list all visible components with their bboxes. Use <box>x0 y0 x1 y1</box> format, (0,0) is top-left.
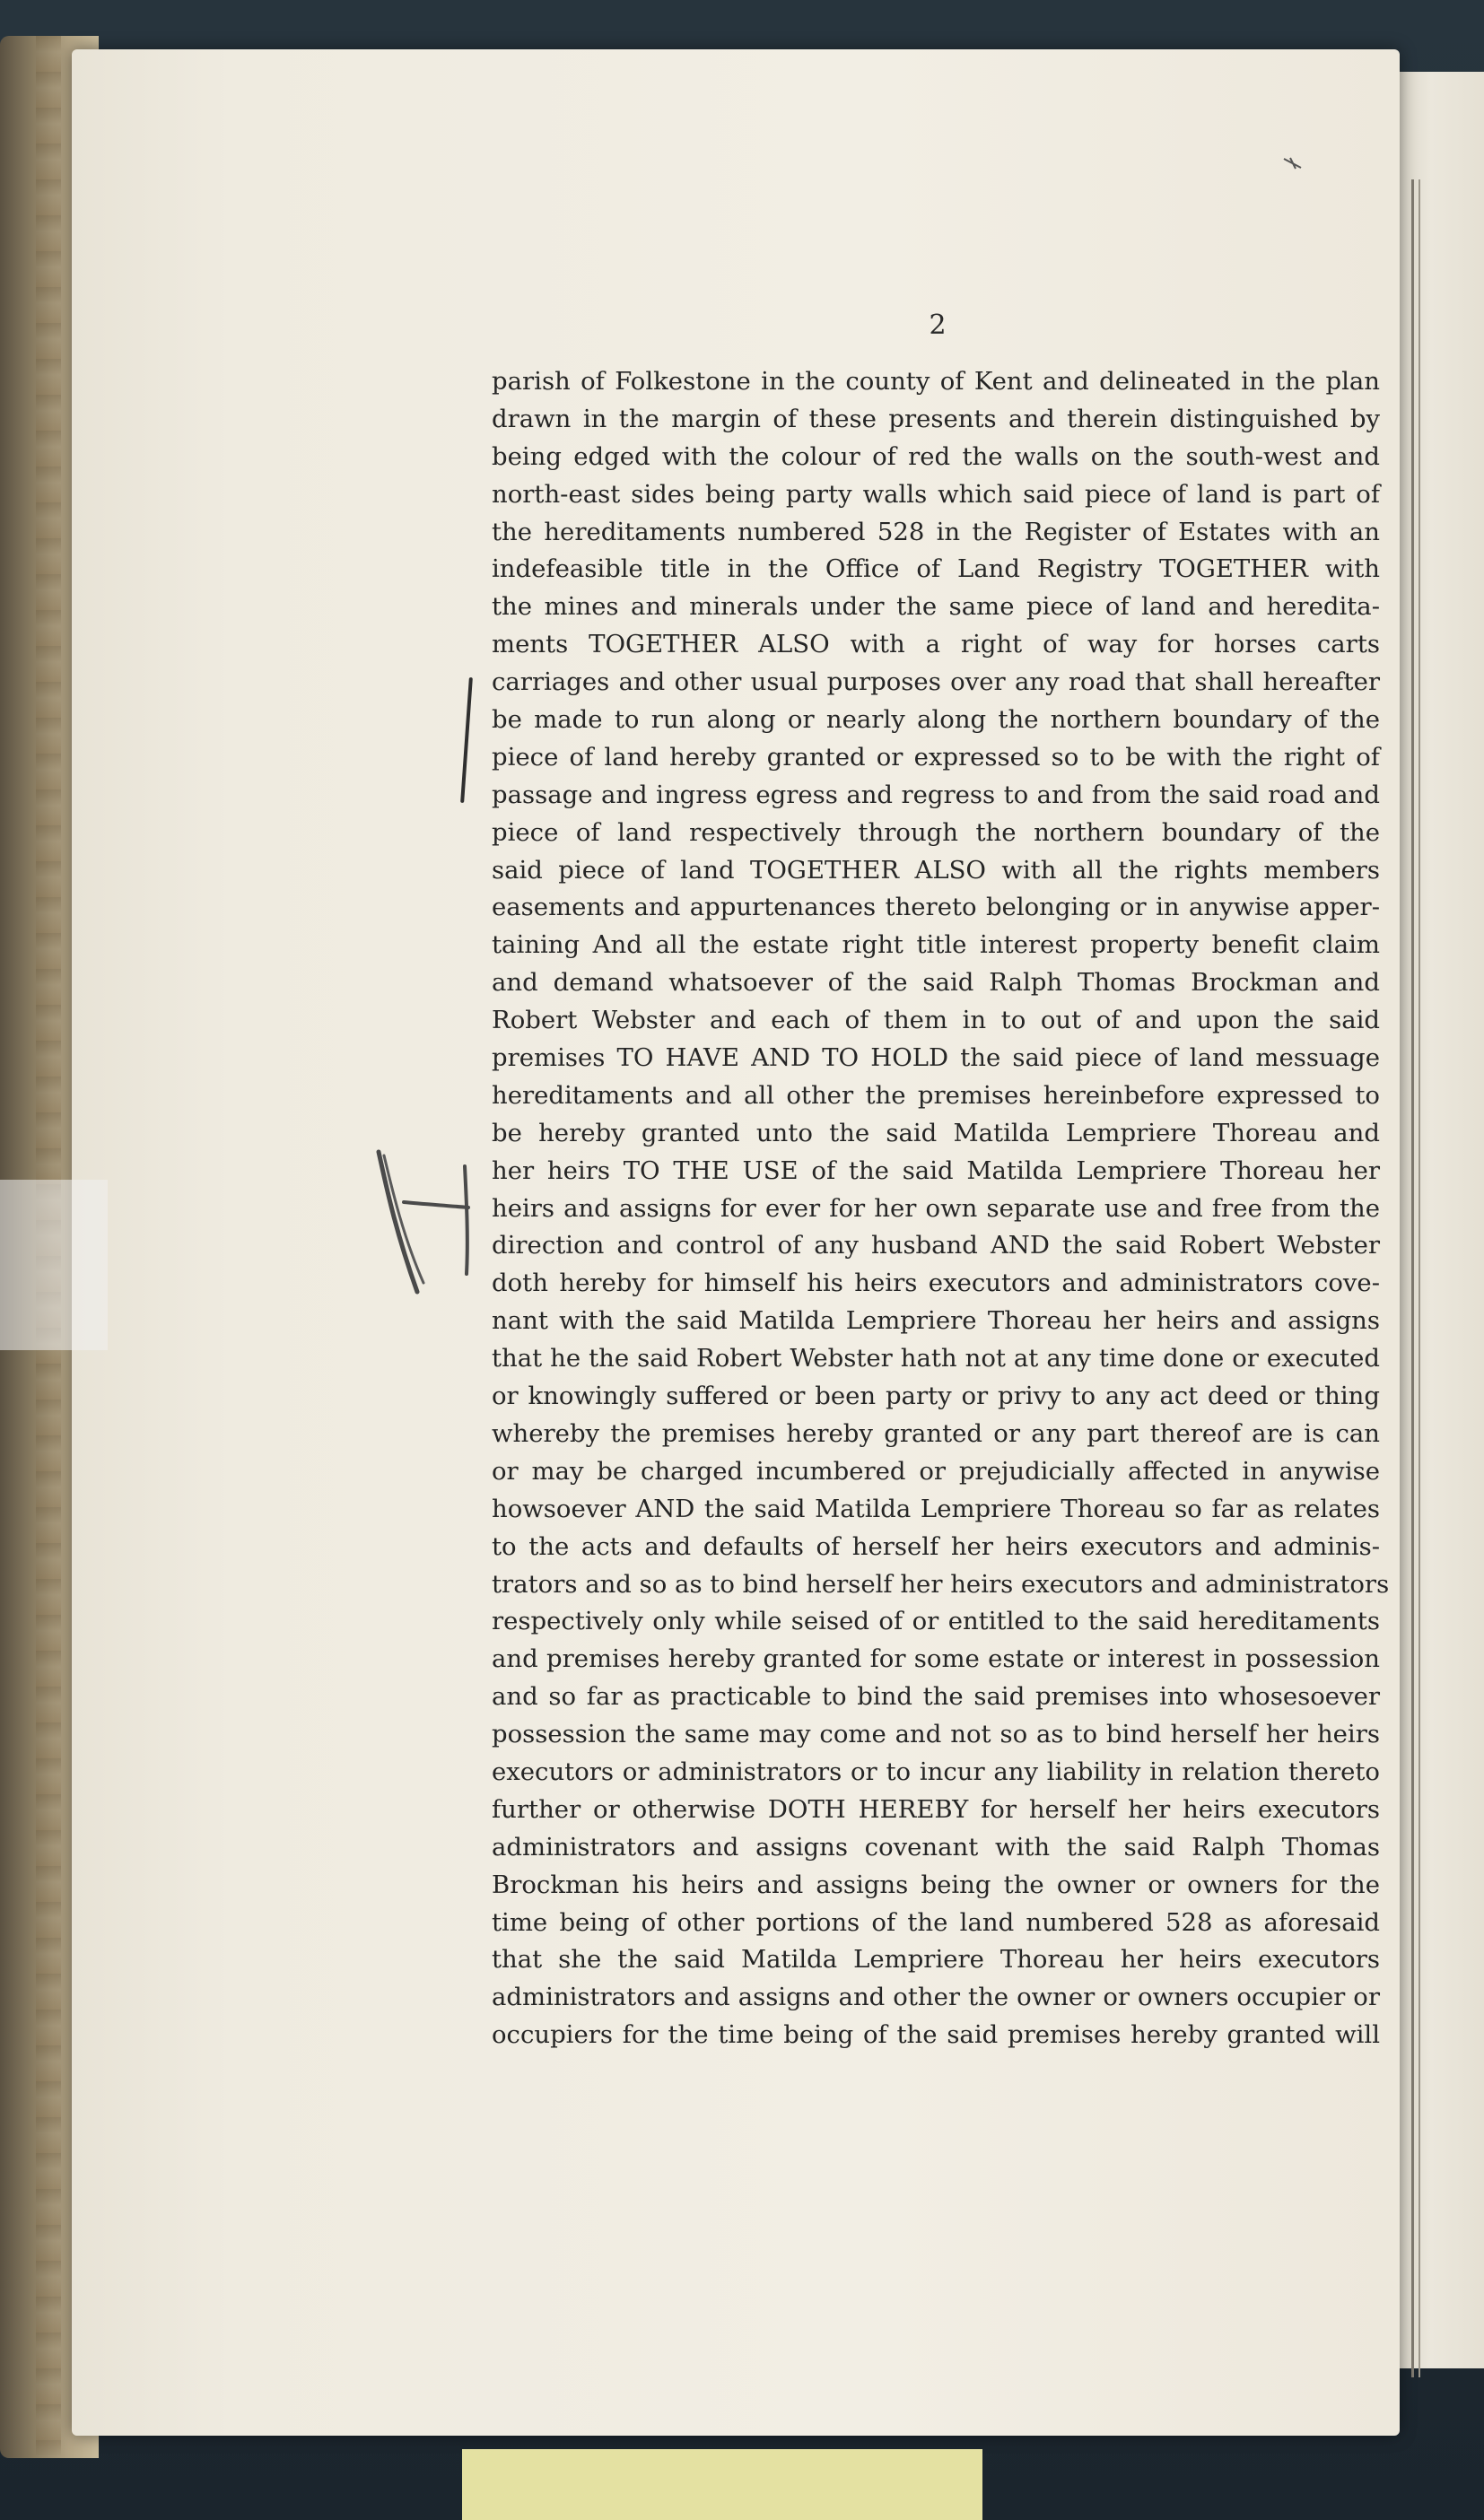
text-line: and demand whatsoever of the said Ralph Thomas Brockman and <box>492 968 1380 998</box>
text-line: heirs and assigns for ever for her own separate use and free from the <box>492 1193 1380 1223</box>
page-number: 2 <box>929 310 947 341</box>
text-line: be hereby granted unto the said Matilda Lempriere Thoreau and <box>492 1118 1380 1147</box>
text-line: doth hereby for himself his heirs executors and administrators cove- <box>492 1269 1380 1298</box>
text-line: respectively only while seised of or entitled to the said hereditaments <box>492 1607 1380 1636</box>
deed-body-text <box>492 363 1390 2054</box>
text-line: occupiers for the time being of the said premises hereby granted will <box>492 2020 1380 2050</box>
text-line: parish of Folkestone in the county of Kent and delineated in the plan <box>492 367 1380 396</box>
text-line: whereby the premises hereby granted or any part thereof are is can <box>492 1418 1380 1448</box>
text-line: indefeasible title in the Office of Land Registry TOGETHER with <box>492 554 1380 584</box>
text-line: and premises hereby granted for some estate or interest in possession <box>492 1644 1380 1674</box>
text-line: taining And all the estate right title interest property benefit claim <box>492 930 1380 960</box>
text-line: administrators and assigns and other the owner or owners occupier or <box>492 1983 1380 2012</box>
text-line: possession the same may come and not so as to bind herself her heirs <box>492 1720 1380 1749</box>
text-line: her heirs TO THE USE of the said Matilda Lempriere Thoreau her <box>492 1155 1380 1185</box>
corner-mark <box>1283 157 1303 170</box>
text-line: administrators and assigns covenant with the said Ralph Thomas <box>492 1832 1380 1862</box>
text-line: north-east sides being party walls which said piece of land is part of <box>492 479 1380 509</box>
text-line: ments TOGETHER ALSO with a right of way for horses carts <box>492 630 1380 659</box>
text-line: be made to run along or nearly along the northern boundary of the <box>492 705 1380 735</box>
text-line: said piece of land TOGETHER ALSO with all the rights members <box>492 855 1380 885</box>
text-line: drawn in the margin of these presents and therein distinguished by <box>492 404 1380 433</box>
text-line: Brockman his heirs and assigns being the owner or owners for the <box>492 1870 1380 1899</box>
text-line: that she the said Matilda Lempriere Thoreau her heirs executors <box>492 1945 1380 1975</box>
text-line: the hereditaments numbered 528 in the Register of Estates with an <box>492 517 1380 546</box>
text-line: executors or administrators or to incur any liability in relation thereto <box>492 1757 1380 1786</box>
text-line: to the acts and defaults of herself her heirs executors and adminis- <box>492 1531 1380 1561</box>
margin-pencil-annotation <box>368 1148 476 1301</box>
text-line: howsoever AND the said Matilda Lempriere Thoreau so far as relates <box>492 1494 1380 1523</box>
scan-light-band <box>0 1180 108 1350</box>
text-line: easements and appurtenances thereto belonging or in anywise apper- <box>492 893 1380 922</box>
text-line: or may be charged incumbered or prejudicially affected in anywise <box>492 1456 1380 1486</box>
text-line: the mines and minerals under the same piece of land and heredita- <box>492 592 1380 622</box>
text-line: premises TO HAVE AND TO HOLD the said piece of land messuage <box>492 1043 1380 1073</box>
text-line: and so far as practicable to bind the said premises into whosesoever <box>492 1682 1380 1712</box>
text-line: nant with the said Matilda Lempriere Thoreau her heirs and assigns <box>492 1306 1380 1336</box>
text-line: direction and control of any husband AND the said Robert Webster <box>492 1231 1380 1260</box>
text-line: or knowingly suffered or been party or privy to any act deed or thing <box>492 1382 1380 1411</box>
text-line: piece of land respectively through the northern boundary of the <box>492 817 1380 847</box>
text-line: time being of other portions of the land numbered 528 as aforesaid <box>492 1907 1380 1937</box>
text-line: carriages and other usual purposes over any road that shall hereafter <box>492 667 1380 697</box>
text-line: piece of land hereby granted or expressed so to be with the right of <box>492 742 1380 772</box>
label-strip <box>462 2449 982 2520</box>
text-line: passage and ingress egress and regress to and from the said road and <box>492 780 1380 809</box>
text-line: further or otherwise DOTH HEREBY for herself her heirs executors <box>492 1794 1380 1824</box>
text-line: that he the said Robert Webster hath not at any time done or executed <box>492 1344 1380 1373</box>
text-line: trators and so as to bind herself her heirs executors and administrators <box>492 1569 1390 1599</box>
text-line: being edged with the colour of red the walls on the south-west and <box>492 441 1380 471</box>
text-line: Robert Webster and each of them in to out of and upon the said <box>492 1006 1380 1035</box>
text-line: hereditaments and all other the premises hereinbefore expressed to <box>492 1080 1380 1110</box>
next-page-edge <box>1395 72 1484 2368</box>
